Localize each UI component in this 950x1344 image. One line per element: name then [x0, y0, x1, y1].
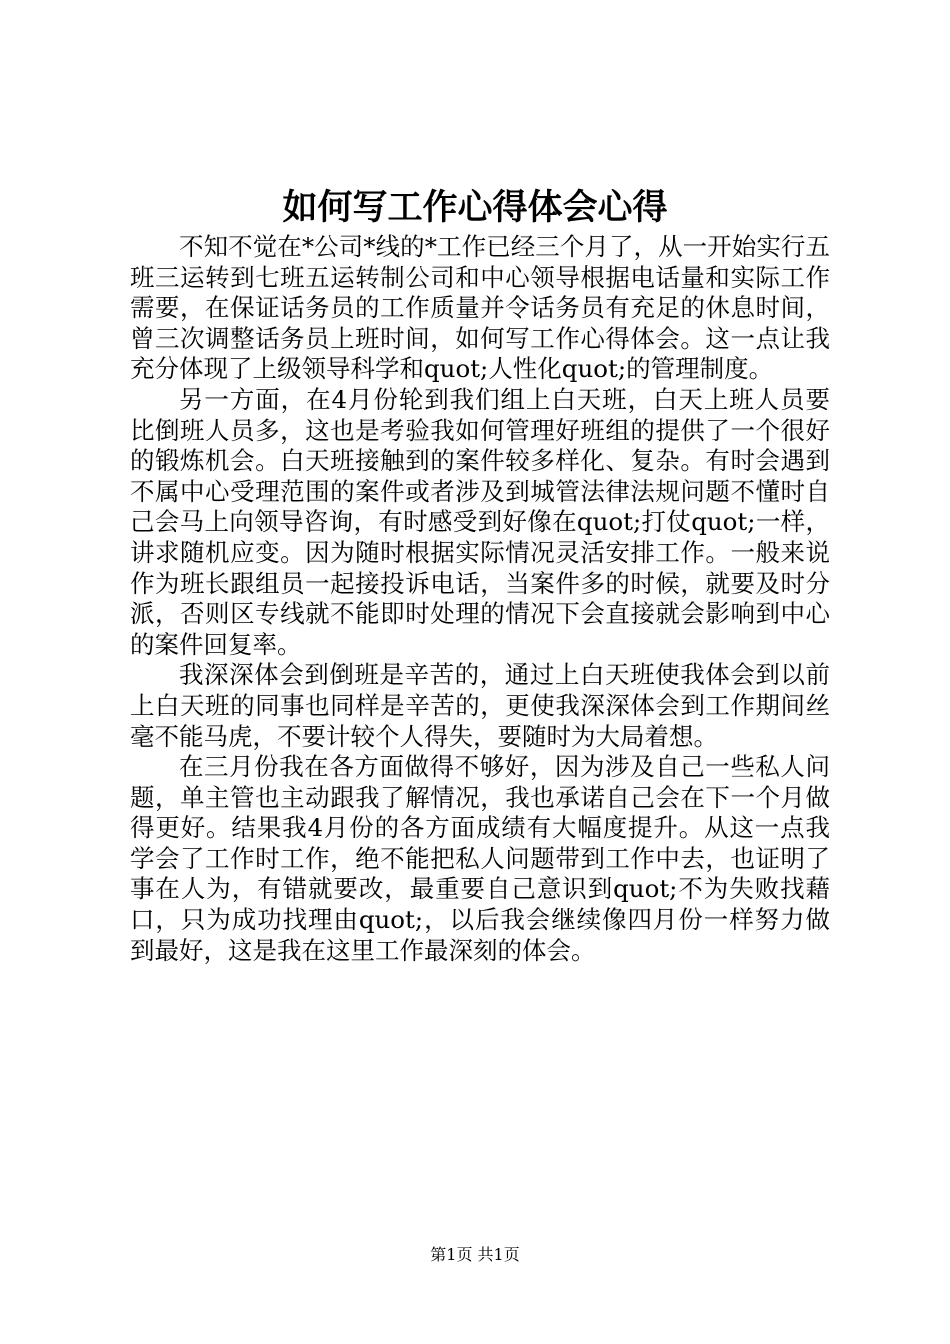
page-number-footer: 第1页 共1页: [430, 1245, 520, 1264]
paragraph-3: 我深深体会到倒班是辛苦的，通过上白天班使我体会到以前上白天班的同事也同样是辛苦的，更使我深深体会到工作期间丝毫不能马虎，不要计较个人得失，要随时为大局着想。: [130, 660, 830, 751]
document-body: [130, 232, 830, 966]
paragraph-4: 在三月份我在各方面做得不够好，因为涉及自己一些私人问题，单主管也主动跟我了解情况，我也承诺自己会在下一个月做得更好。结果我4月份的各方面成绩有大幅度提升。从这一点我学会了工作时工作，绝不能把私人问题带到工作中去，也证明了事在人为，有错就要改，最重要自己意识到quot;不为失败找藉口，只为成功找理由quot;，以后我会继续像四月份一样努力做到最好，这是我在这里工作最深刻的体会。: [130, 752, 830, 965]
document-title: 如何写工作心得体会心得: [282, 187, 668, 228]
paragraph-2: 另一方面，在4月份轮到我们组上白天班，白天上班人员要比倒班人员多，这也是考验我如何管理好班组的提供了一个很好的锻炼机会。白天班接触到的案件较多样化、复杂。有时会遇到不属中心受理范围的案件或者涉及到城管法律法规问题不懂时自己会马上向领导咨询，有时感受到好像在quot;打仗quot;一样，讲求随机应变。因为随时根据实际情况灵活安排工作。一般来说作为班长跟组员一起接投诉电话，当案件多的时候，就要及时分派，否则区专线就不能即时处理的情况下会直接就会影响到中心的案件回复率。: [130, 384, 830, 659]
paragraph-1: 不知不觉在*公司*线的*工作已经三个月了，从一开始实行五班三运转到七班五运转制公司和中心领导根据电话量和实际工作需要，在保证话务员的工作质量并令话务员有充足的休息时间，曾三次调整话务员上班时间，如何写工作心得体会。这一点让我充分体现了上级领导科学和quot;人性化quot;的管理制度。: [130, 232, 830, 384]
